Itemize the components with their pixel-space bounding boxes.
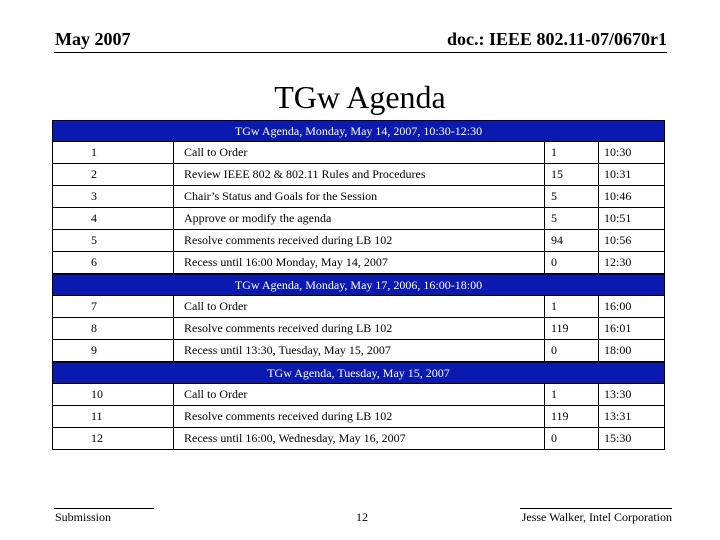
item-description: Recess until 16:00 Monday, May 14, 2007 (174, 252, 545, 274)
item-minutes: 15 (545, 164, 599, 186)
item-minutes: 1 (545, 296, 599, 318)
section-heading: TGw Agenda, Tuesday, May 15, 2007 (52, 362, 665, 383)
table-row (53, 296, 665, 318)
table-row (53, 186, 665, 208)
item-minutes: 0 (545, 252, 599, 274)
item-minutes: 1 (545, 384, 599, 406)
table-row (53, 384, 665, 406)
item-description: Recess until 13:30, Tuesday, May 15, 2007 (174, 340, 545, 362)
header-doc-id: doc.: IEEE 802.11-07/0670r1 (446, 29, 667, 49)
item-number: 2 (53, 164, 174, 186)
section-heading: TGw Agenda, Monday, May 17, 2006, 16:00-18:00 (52, 274, 665, 295)
item-number: 4 (53, 208, 174, 230)
slide-title: TGw Agenda (274, 79, 446, 115)
item-start-time: 10:51 (599, 208, 665, 230)
item-start-time: 10:56 (599, 230, 665, 252)
item-start-time: 15:30 (599, 428, 665, 450)
table-row (53, 164, 665, 186)
item-minutes: 119 (545, 318, 599, 340)
item-number: 9 (53, 340, 174, 362)
item-start-time: 10:31 (599, 164, 665, 186)
table-row (53, 252, 665, 274)
table-row (53, 340, 665, 362)
table-row (53, 208, 665, 230)
agenda-table (52, 120, 665, 450)
item-description: Resolve comments received during LB 102 (174, 406, 545, 428)
item-start-time: 10:46 (599, 186, 665, 208)
footer-submission: Submission (55, 510, 112, 524)
item-number: 1 (53, 142, 174, 164)
item-start-time: 13:30 (599, 384, 665, 406)
item-description: Call to Order (174, 296, 545, 318)
item-description: Review IEEE 802 & 802.11 Rules and Procedures (174, 164, 545, 186)
footer-author: Jesse Walker, Intel Corporation (521, 510, 672, 524)
item-description: Resolve comments received during LB 102 (174, 318, 545, 340)
item-minutes: 119 (545, 406, 599, 428)
item-description: Recess until 16:00, Wednesday, May 16, 2007 (174, 428, 545, 450)
section-heading: TGw Agenda, Monday, May 14, 2007, 10:30-12:30 (52, 120, 665, 141)
item-start-time: 10:30 (599, 142, 665, 164)
item-description: Call to Order (174, 142, 545, 164)
table-row (53, 406, 665, 428)
header-date: May 2007 (55, 29, 131, 49)
item-start-time: 13:31 (599, 406, 665, 428)
footer-page-number: 12 (356, 510, 368, 524)
section-table (52, 141, 665, 274)
table-row (53, 230, 665, 252)
header-divider (54, 52, 667, 53)
item-description: Call to Order (174, 384, 545, 406)
item-minutes: 5 (545, 186, 599, 208)
item-number: 10 (53, 384, 174, 406)
item-description: Resolve comments received during LB 102 (174, 230, 545, 252)
item-number: 11 (53, 406, 174, 428)
item-number: 12 (53, 428, 174, 450)
item-minutes: 1 (545, 142, 599, 164)
table-row (53, 318, 665, 340)
item-start-time: 12:30 (599, 252, 665, 274)
item-number: 6 (53, 252, 174, 274)
table-row (53, 142, 665, 164)
section-table (52, 295, 665, 362)
item-description: Chair’s Status and Goals for the Session (174, 186, 545, 208)
footer-divider-right (520, 508, 672, 509)
item-minutes: 0 (545, 340, 599, 362)
item-start-time: 16:00 (599, 296, 665, 318)
item-number: 3 (53, 186, 174, 208)
item-number: 8 (53, 318, 174, 340)
item-number: 7 (53, 296, 174, 318)
item-number: 5 (53, 230, 174, 252)
item-minutes: 5 (545, 208, 599, 230)
item-start-time: 16:01 (599, 318, 665, 340)
table-row (53, 428, 665, 450)
footer-divider-left (54, 508, 154, 509)
item-minutes: 94 (545, 230, 599, 252)
item-description: Approve or modify the agenda (174, 208, 545, 230)
section-table (52, 383, 665, 450)
item-minutes: 0 (545, 428, 599, 450)
item-start-time: 18:00 (599, 340, 665, 362)
